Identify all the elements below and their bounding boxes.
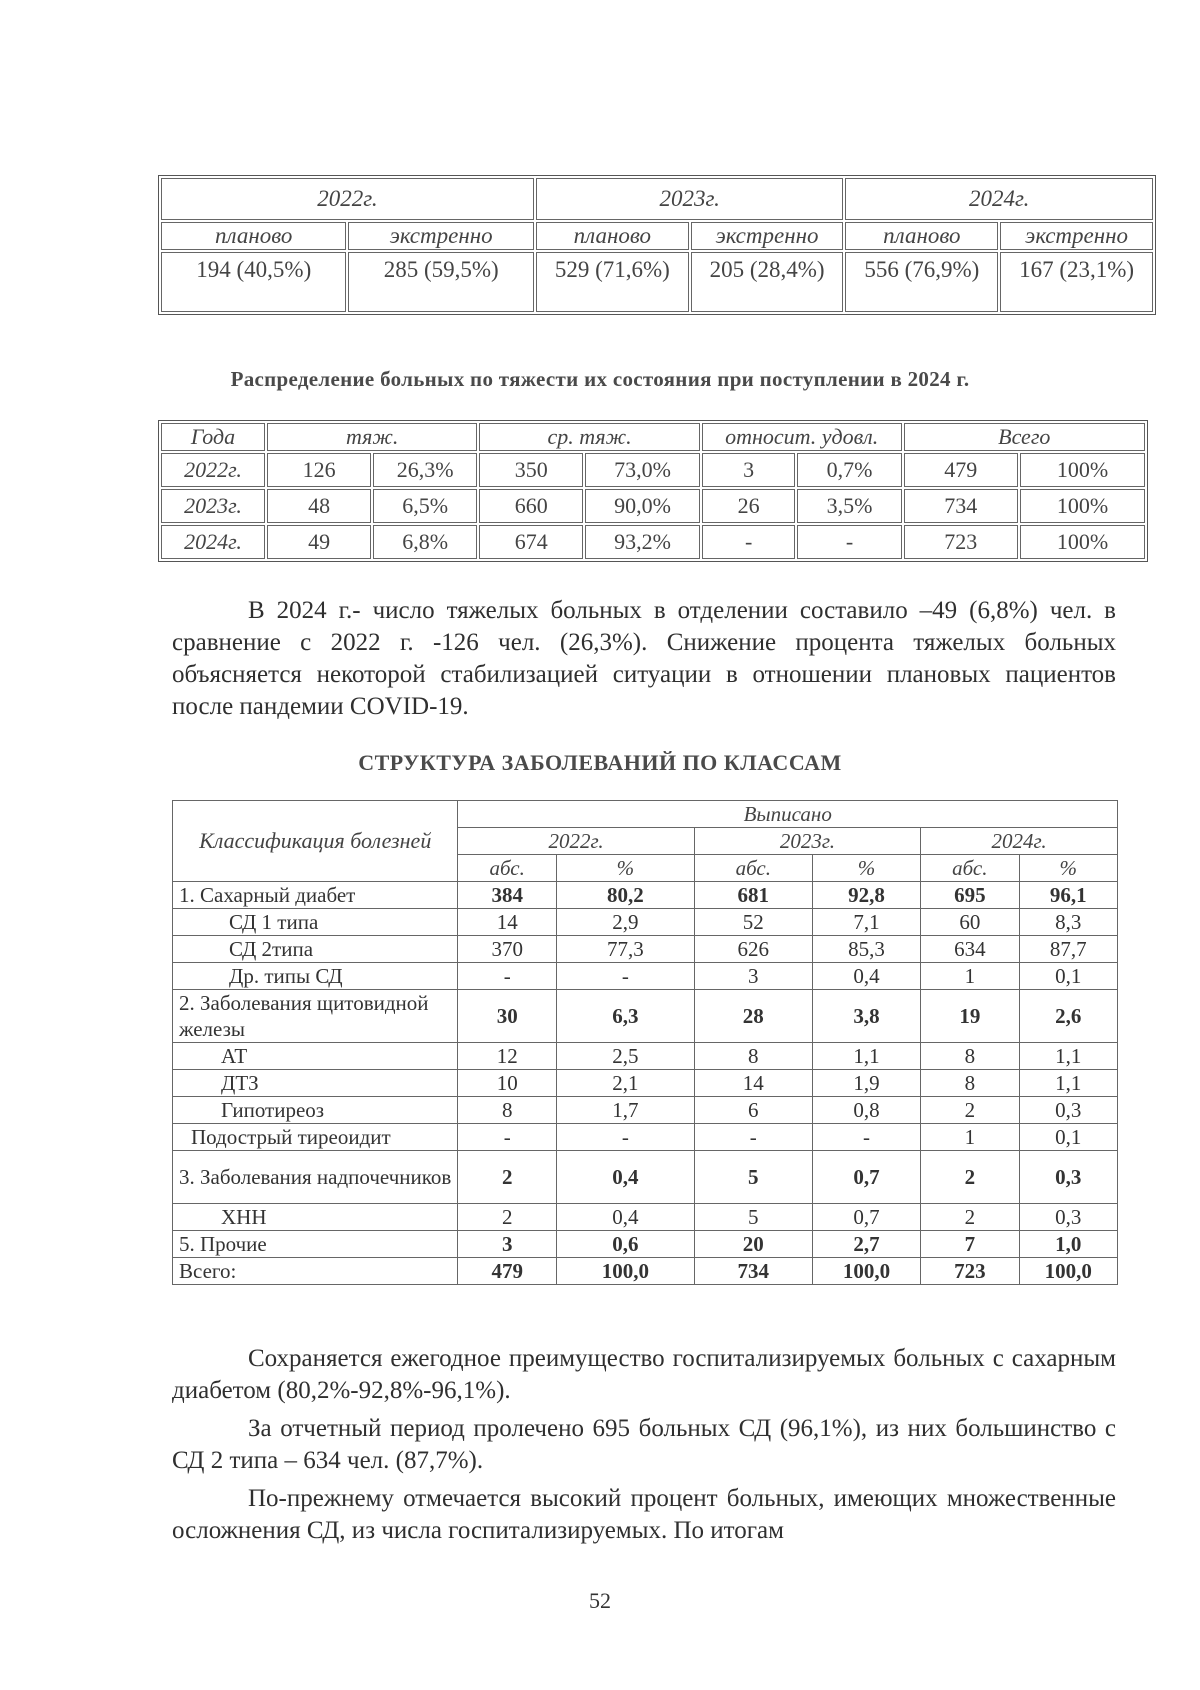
table-cell: 1,9 xyxy=(812,1070,920,1097)
table-cell: 100% xyxy=(1020,525,1145,559)
table-row xyxy=(173,1097,1118,1124)
table-cell: 384 xyxy=(458,882,556,909)
row-label: 1. Сахарный диабет xyxy=(173,882,458,909)
disease-structure-title: СТРУКТУРА ЗАБОЛЕВАНИЙ ПО КЛАССАМ xyxy=(358,750,842,775)
severity-table-caption: Распределение больных по тяжести их состояния при поступлении в 2024 г. xyxy=(230,367,970,391)
row-label: Др. типы СД xyxy=(173,963,458,990)
table-cell: 0,3 xyxy=(1019,1097,1117,1124)
table-cell: 167 (23,1%) xyxy=(1000,252,1153,312)
subheader: экстренно xyxy=(691,222,844,250)
table-row xyxy=(173,936,1118,963)
table-cell: 2,9 xyxy=(556,909,694,936)
col-header: Года xyxy=(161,423,265,451)
year-header: 2024г. xyxy=(845,178,1153,220)
table-cell: 100,0 xyxy=(556,1258,694,1285)
table-cell: 1 xyxy=(921,1124,1019,1151)
table-cell: 19 xyxy=(921,990,1019,1043)
table-cell: 205 (28,4%) xyxy=(691,252,844,312)
year-header: 2024г. xyxy=(921,828,1118,855)
table-cell: 2,1 xyxy=(556,1070,694,1097)
table-cell: 48 xyxy=(267,489,371,523)
table-cell: 6,5% xyxy=(373,489,477,523)
table-cell: 2 xyxy=(458,1151,556,1204)
table-cell: 30 xyxy=(458,990,556,1043)
col-header-class: Классификация болезней xyxy=(173,801,458,882)
paragraph xyxy=(172,1413,1116,1477)
table-cell: 26 xyxy=(702,489,796,523)
table-cell: 1,0 xyxy=(1019,1231,1117,1258)
table-cell: 28 xyxy=(694,990,812,1043)
table-cell: 681 xyxy=(694,882,812,909)
table-row xyxy=(173,1151,1118,1204)
table-cell: 0,1 xyxy=(1019,1124,1117,1151)
table-cell: 734 xyxy=(694,1258,812,1285)
table-cell: 10 xyxy=(458,1070,556,1097)
table-cell: 2,6 xyxy=(1019,990,1117,1043)
table-cell: - xyxy=(694,1124,812,1151)
table-cell: 87,7 xyxy=(1019,936,1117,963)
table-cell: 12 xyxy=(458,1043,556,1070)
table-cell: 2 xyxy=(921,1204,1019,1231)
table-cell: 0,3 xyxy=(1019,1204,1117,1231)
table-cell: 2 xyxy=(921,1151,1019,1204)
row-year: 2022г. xyxy=(161,453,265,487)
table-cell: 626 xyxy=(694,936,812,963)
table-cell: 0,4 xyxy=(812,963,920,990)
table-cell: 49 xyxy=(267,525,371,559)
col-header: ср. тяж. xyxy=(479,423,700,451)
row-label: СД 1 типа xyxy=(173,909,458,936)
table-row xyxy=(173,1204,1118,1231)
table-row xyxy=(173,1231,1118,1258)
table-cell: 8 xyxy=(921,1070,1019,1097)
table-cell: 0,1 xyxy=(1019,963,1117,990)
table-cell: 3 xyxy=(702,453,796,487)
table-cell: 674 xyxy=(479,525,583,559)
table-cell: 60 xyxy=(921,909,1019,936)
pct-header: % xyxy=(1019,855,1117,882)
table-cell: 1,1 xyxy=(1019,1070,1117,1097)
pct-header: % xyxy=(556,855,694,882)
table-cell: 96,1 xyxy=(1019,882,1117,909)
table-cell: 100% xyxy=(1020,453,1145,487)
table-cell: 479 xyxy=(904,453,1018,487)
table-cell: - xyxy=(458,963,556,990)
table-cell: - xyxy=(556,963,694,990)
table-cell: 8 xyxy=(694,1043,812,1070)
pct-header: % xyxy=(812,855,920,882)
paragraph xyxy=(172,1343,1116,1407)
table-cell: 2,5 xyxy=(556,1043,694,1070)
paragraph-text: За отчетный период пролечено 695 больных СД (96,1%), из них большинство с СД 2 типа – 634 чел. (87,7%). xyxy=(172,1415,1116,1474)
subheader: планово xyxy=(845,222,998,250)
table-cell: 5 xyxy=(694,1151,812,1204)
table-cell: 723 xyxy=(904,525,1018,559)
table-cell: 285 (59,5%) xyxy=(348,252,533,312)
table-row xyxy=(173,1070,1118,1097)
table-cell: 20 xyxy=(694,1231,812,1258)
col-header-discharged: Выписано xyxy=(458,801,1118,828)
col-header: Всего xyxy=(904,423,1145,451)
table-row xyxy=(161,453,1145,487)
table-cell: - xyxy=(458,1124,556,1151)
year-header: 2022г. xyxy=(161,178,534,220)
table-cell: 14 xyxy=(694,1070,812,1097)
table-cell: 1,1 xyxy=(1019,1043,1117,1070)
table-cell: 73,0% xyxy=(585,453,699,487)
table-cell: 0,7 xyxy=(812,1204,920,1231)
table-row xyxy=(161,489,1145,523)
table-cell: - xyxy=(797,525,901,559)
table-cell: 100,0 xyxy=(812,1258,920,1285)
table-cell: 8,3 xyxy=(1019,909,1117,936)
abs-header: абс. xyxy=(694,855,812,882)
col-header: тяж. xyxy=(267,423,477,451)
table-cell: 6,3 xyxy=(556,990,694,1043)
table-cell: 529 (71,6%) xyxy=(536,252,689,312)
row-label: Гипотиреоз xyxy=(173,1097,458,1124)
severity-table xyxy=(158,420,1148,562)
row-label: ДТЗ xyxy=(173,1070,458,1097)
table-cell: 350 xyxy=(479,453,583,487)
table-cell: 7,1 xyxy=(812,909,920,936)
table-cell: 90,0% xyxy=(585,489,699,523)
table-cell: 77,3 xyxy=(556,936,694,963)
table-row xyxy=(173,1043,1118,1070)
table-cell: 14 xyxy=(458,909,556,936)
table-cell: 660 xyxy=(479,489,583,523)
table-cell: 370 xyxy=(458,936,556,963)
table-cell: 8 xyxy=(921,1043,1019,1070)
disease-structure-table xyxy=(172,800,1118,1285)
page-number: 52 xyxy=(589,1588,611,1613)
col-header: относит. удовл. xyxy=(702,423,902,451)
table-cell: 7 xyxy=(921,1231,1019,1258)
row-label: 3. Заболевания надпочечников xyxy=(173,1151,458,1204)
table-cell: 0,8 xyxy=(812,1097,920,1124)
table-cell: 556 (76,9%) xyxy=(845,252,998,312)
table-cell: 2,7 xyxy=(812,1231,920,1258)
paragraph xyxy=(172,595,1116,723)
row-year: 2023г. xyxy=(161,489,265,523)
table-cell: 2 xyxy=(458,1204,556,1231)
table-cell: 100,0 xyxy=(1019,1258,1117,1285)
table-row xyxy=(173,1258,1118,1285)
abs-header: абс. xyxy=(921,855,1019,882)
table-cell: 80,2 xyxy=(556,882,694,909)
table-cell: 52 xyxy=(694,909,812,936)
table-cell: 3 xyxy=(458,1231,556,1258)
table-cell: 194 (40,5%) xyxy=(161,252,346,312)
table-row xyxy=(173,963,1118,990)
year-header: 2023г. xyxy=(694,828,920,855)
paragraph-text: В 2024 г.- число тяжелых больных в отделении составило –49 (6,8%) чел. в сравнение с 2022 г. -126 чел. (26,3%). Снижение процента тяжелых больных объясняется некоторой стабилизацией ситуации в отношении плановых пациентов после пандемии COVID-19. xyxy=(172,597,1116,720)
table-cell: 0,4 xyxy=(556,1204,694,1231)
table-row xyxy=(161,525,1145,559)
paragraph-text: Сохраняется ежегодное преимущество госпитализируемых больных с сахарным диабетом (80,2%-92,8%-96,1%). xyxy=(172,1345,1116,1404)
table-cell: 3,5% xyxy=(797,489,901,523)
table-row xyxy=(173,882,1118,909)
table-cell: 6,8% xyxy=(373,525,477,559)
row-label: СД 2типа xyxy=(173,936,458,963)
paragraph xyxy=(172,1483,1116,1547)
subheader: экстренно xyxy=(1000,222,1153,250)
year-header: 2022г. xyxy=(458,828,694,855)
subheader: планово xyxy=(161,222,346,250)
table-cell: 723 xyxy=(921,1258,1019,1285)
table-cell: 6 xyxy=(694,1097,812,1124)
row-label: Подострый тиреоидит xyxy=(173,1124,458,1151)
subheader: планово xyxy=(536,222,689,250)
table-cell: 0,6 xyxy=(556,1231,694,1258)
table-row xyxy=(173,909,1118,936)
admission-type-table xyxy=(158,175,1156,315)
table-cell: 0,4 xyxy=(556,1151,694,1204)
abs-header: абс. xyxy=(458,855,556,882)
table-cell: 126 xyxy=(267,453,371,487)
table-cell: 0,3 xyxy=(1019,1151,1117,1204)
table-cell: 5 xyxy=(694,1204,812,1231)
row-label: 5. Прочие xyxy=(173,1231,458,1258)
table-cell: 3,8 xyxy=(812,990,920,1043)
subheader: экстренно xyxy=(348,222,533,250)
row-label: ХНН xyxy=(173,1204,458,1231)
table-cell: 634 xyxy=(921,936,1019,963)
table-cell: 0,7 xyxy=(812,1151,920,1204)
table-cell: - xyxy=(702,525,796,559)
table-cell: 0,7% xyxy=(797,453,901,487)
table-cell: 734 xyxy=(904,489,1018,523)
table-cell: 93,2% xyxy=(585,525,699,559)
table-row xyxy=(173,990,1118,1043)
table-cell: 1,7 xyxy=(556,1097,694,1124)
table-cell: 85,3 xyxy=(812,936,920,963)
row-label: 2. Заболевания щитовидной железы xyxy=(173,990,458,1043)
row-label: АТ xyxy=(173,1043,458,1070)
table-cell: 695 xyxy=(921,882,1019,909)
table-cell: 1 xyxy=(921,963,1019,990)
table-cell: 479 xyxy=(458,1258,556,1285)
table-cell: 3 xyxy=(694,963,812,990)
table-cell: 92,8 xyxy=(812,882,920,909)
table-cell: - xyxy=(556,1124,694,1151)
table-cell: 2 xyxy=(921,1097,1019,1124)
table-cell: - xyxy=(812,1124,920,1151)
table-row xyxy=(173,1124,1118,1151)
row-label: Всего: xyxy=(173,1258,458,1285)
table-cell: 1,1 xyxy=(812,1043,920,1070)
table-cell: 26,3% xyxy=(373,453,477,487)
table-cell: 100% xyxy=(1020,489,1145,523)
year-header: 2023г. xyxy=(536,178,844,220)
paragraph-text: По-прежнему отмечается высокий процент больных, имеющих множественные осложнения СД, из числа госпитализируемых. По итогам xyxy=(172,1485,1116,1544)
row-year: 2024г. xyxy=(161,525,265,559)
table-cell: 8 xyxy=(458,1097,556,1124)
